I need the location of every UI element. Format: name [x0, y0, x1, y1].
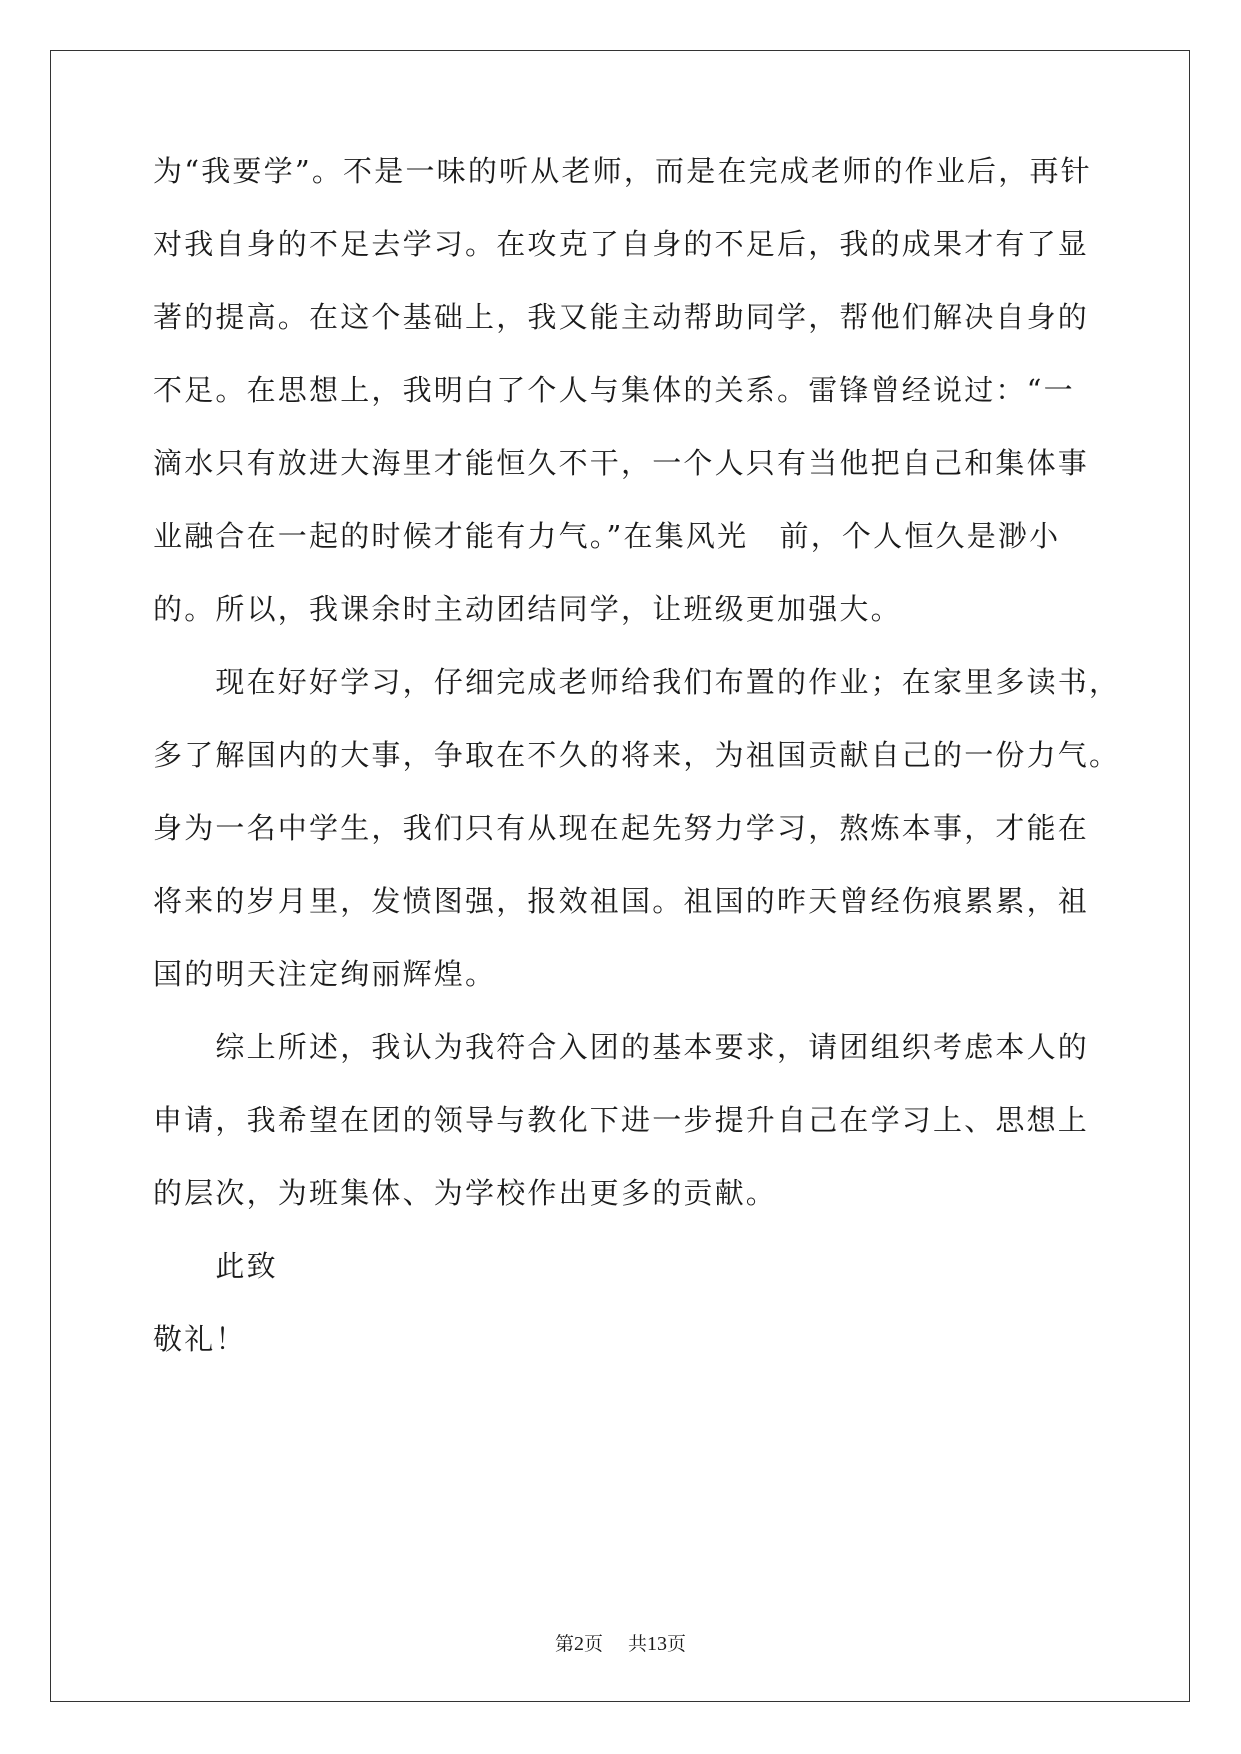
- page-number-prefix: 第: [554, 1633, 574, 1655]
- page-total-suffix: 页: [667, 1633, 687, 1655]
- text-line: 敬礼！: [153, 1322, 247, 1356]
- page-total: 13: [647, 1633, 668, 1655]
- page-number: 2: [573, 1633, 584, 1655]
- text-line: 的。所以，我课余时主动团结同学，让班级更加强大。: [153, 592, 902, 626]
- text-line: 国的明天注定绚丽辉煌。: [153, 957, 497, 991]
- text-line: 现在好好学习，仔细完成老师给我们布置的作业；在家里多读书，: [153, 665, 1121, 699]
- text-line: 为“我要学”。不是一味的听从老师，而是在完成老师的作业后，再针: [153, 154, 1092, 188]
- page-number-suffix: 页: [583, 1633, 603, 1655]
- text-line: 对我自身的不足去学习。在攻克了自身的不足后，我的成果才有了显: [153, 227, 1090, 261]
- text-line: 此致: [153, 1249, 278, 1283]
- text-line: 的层次，为班集体、为学校作出更多的贡献。: [153, 1176, 778, 1210]
- text-line: 滴水只有放进大海里才能恒久不干，一个人只有当他把自己和集体事: [153, 446, 1090, 480]
- text-line: 不足。在思想上，我明白了个人与集体的关系。雷锋曾经说过：“一: [153, 373, 1075, 407]
- text-line: 业融合在一起的时候才能有力气。”在集风光 前，个人恒久是渺小: [153, 519, 1061, 553]
- text-line: 身为一名中学生，我们只有从现在起先努力学习，熬炼本事，才能在: [153, 811, 1090, 845]
- text-line: 综上所述，我认为我符合入团的基本要求，请团组织考虑本人的: [153, 1030, 1090, 1064]
- page-footer: [0, 1632, 1241, 1656]
- text-line: 多了解国内的大事，争取在不久的将来，为祖国贡献自己的一份力气。: [153, 738, 1121, 772]
- text-line: 申请，我希望在团的领导与教化下进一步提升自己在学习上、思想上: [153, 1103, 1090, 1137]
- text-line: 将来的岁月里，发愤图强，报效祖国。祖国的昨天曾经伤痕累累，祖: [153, 884, 1090, 918]
- page-total-prefix: 共: [628, 1633, 648, 1655]
- text-line: 著的提高。在这个基础上，我又能主动帮助同学，帮他们解决自身的: [153, 300, 1090, 334]
